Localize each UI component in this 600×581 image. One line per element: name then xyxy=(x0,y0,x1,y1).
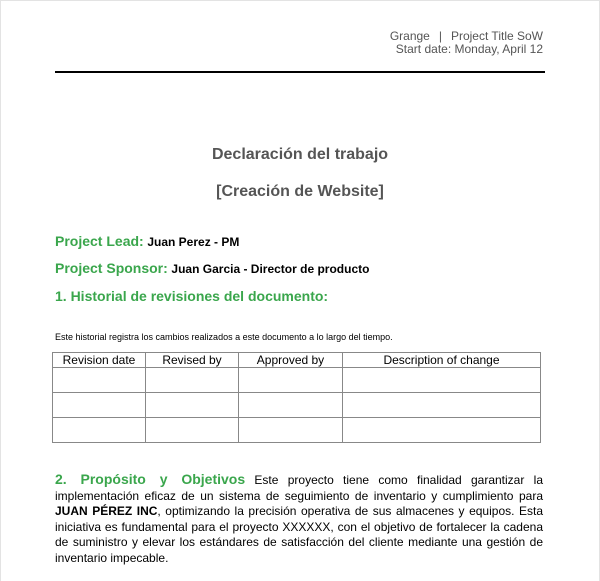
page-border-left xyxy=(0,0,1,581)
client-name: JUAN PÉREZ INC xyxy=(55,504,158,518)
purpose-paragraph xyxy=(55,472,543,566)
table-row xyxy=(53,393,541,418)
page-header xyxy=(390,30,543,56)
revision-table-header xyxy=(53,353,541,368)
header-rule xyxy=(55,71,545,73)
revision-history-intro: Este historial registra los cambios realizados a este documento a lo largo del tiempo. xyxy=(55,332,393,342)
table-cell[interactable] xyxy=(343,418,541,443)
revision-table xyxy=(52,352,541,443)
purpose-text-1: Este proyecto tiene como finalidad garantizar la implementación eficaz de un sistema de seguimiento de inventario y cumplimiento para xyxy=(55,473,543,503)
table-cell[interactable] xyxy=(343,368,541,393)
column-header-description: Description of change xyxy=(343,353,541,368)
table-cell[interactable] xyxy=(53,418,146,443)
revision-history-heading: 1. Historial de revisiones del documento: xyxy=(55,288,329,304)
column-header-revision-date: Revision date xyxy=(53,353,146,368)
table-cell[interactable] xyxy=(146,418,239,443)
table-cell[interactable] xyxy=(146,368,239,393)
table-cell[interactable] xyxy=(239,393,343,418)
document-subtitle: [Creación de Website] xyxy=(216,183,384,200)
header-project: Project Title SoW xyxy=(450,29,543,43)
table-row xyxy=(53,368,541,393)
document-title: Declaración del trabajo xyxy=(211,146,389,163)
header-company: Grange xyxy=(389,29,430,43)
purpose-heading: 2. Propósito y Objetivos xyxy=(55,471,246,487)
column-header-approved-by: Approved by xyxy=(239,353,343,368)
table-cell[interactable] xyxy=(146,393,239,418)
header-separator: | xyxy=(438,29,442,43)
header-start-date: Start date: Monday, April 12 xyxy=(395,42,543,56)
column-header-revised-by: Revised by xyxy=(146,353,239,368)
project-sponsor-label: Project Sponsor: xyxy=(55,260,168,276)
page-border-top xyxy=(0,0,600,1)
table-cell[interactable] xyxy=(343,393,541,418)
project-sponsor-field xyxy=(55,260,369,276)
table-cell[interactable] xyxy=(239,418,343,443)
table-row xyxy=(53,418,541,443)
purpose-text-2: , optimizando la precisión operativa de sus almacenes y equipos. Esta iniciativa es fundamental para el proyecto XXXXXX, con el objetivo de fortalecer la cadena de suministro y elevar los estándares de satisfacción del cliente mediante una gestión de inventario impecable. xyxy=(55,504,543,565)
table-cell[interactable] xyxy=(239,368,343,393)
table-cell[interactable] xyxy=(53,368,146,393)
project-lead-value: Juan Perez - PM xyxy=(147,235,240,249)
project-sponsor-value: Juan Garcia - Director de producto xyxy=(171,262,370,276)
project-lead-field xyxy=(55,233,239,249)
project-lead-label: Project Lead: xyxy=(55,233,144,249)
table-cell[interactable] xyxy=(53,393,146,418)
